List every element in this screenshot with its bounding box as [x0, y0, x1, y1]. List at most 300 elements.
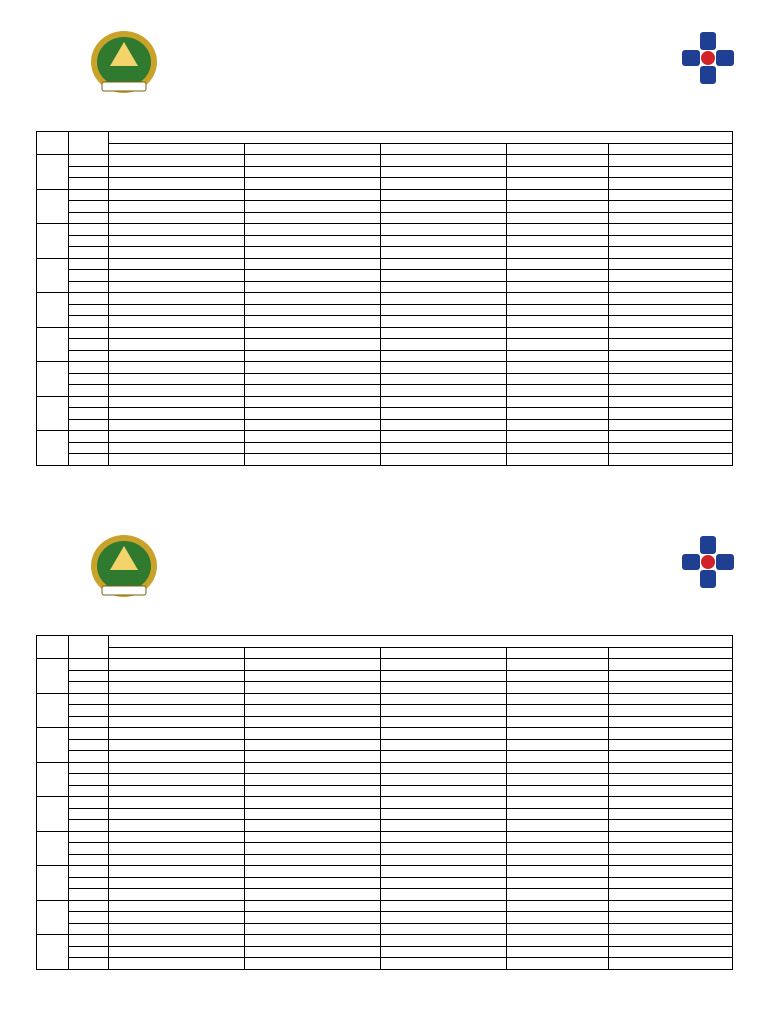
- penyelamat-cell: [381, 900, 507, 912]
- table-row: [37, 946, 733, 958]
- evakuasi-cell: [507, 716, 609, 728]
- pemadam-cell: [245, 178, 381, 190]
- evakuasi-cell: [507, 212, 609, 224]
- shift-cell: [69, 728, 109, 740]
- shift-cell: [69, 659, 109, 671]
- col-header-group: [109, 636, 733, 648]
- table-row: [37, 293, 733, 305]
- pemadam-cell: [245, 235, 381, 247]
- keamanan-cell: [109, 762, 245, 774]
- codeblue-cell: [609, 327, 733, 339]
- date-cell: [37, 935, 69, 970]
- table-row: [37, 843, 733, 855]
- keamanan-cell: [109, 935, 245, 947]
- roster-table: [36, 131, 733, 466]
- codeblue-cell: [609, 900, 733, 912]
- keamanan-cell: [109, 224, 245, 236]
- penyelamat-cell: [381, 454, 507, 466]
- table-row: [37, 751, 733, 763]
- keamanan-cell: [109, 327, 245, 339]
- table-row: [37, 155, 733, 167]
- penyelamat-cell: [381, 224, 507, 236]
- evakuasi-cell: [507, 693, 609, 705]
- pemadam-cell: [245, 900, 381, 912]
- shift-cell: [69, 693, 109, 705]
- penyelamat-cell: [381, 293, 507, 305]
- evakuasi-cell: [507, 912, 609, 924]
- shift-cell: [69, 304, 109, 316]
- pemadam-cell: [245, 843, 381, 855]
- keamanan-cell: [109, 774, 245, 786]
- col-header-evakuasi: [507, 647, 609, 659]
- pemadam-cell: [245, 912, 381, 924]
- codeblue-cell: [609, 774, 733, 786]
- penyelamat-cell: [381, 866, 507, 878]
- pemadam-cell: [245, 408, 381, 420]
- pemadam-cell: [245, 785, 381, 797]
- table-row: [37, 854, 733, 866]
- pemadam-cell: [245, 224, 381, 236]
- pemadam-cell: [245, 854, 381, 866]
- shift-cell: [69, 820, 109, 832]
- pemadam-cell: [245, 304, 381, 316]
- penyelamat-cell: [381, 270, 507, 282]
- penyelamat-cell: [381, 693, 507, 705]
- penyelamat-cell: [381, 258, 507, 270]
- codeblue-cell: [609, 889, 733, 901]
- codeblue-cell: [609, 373, 733, 385]
- pemadam-cell: [245, 281, 381, 293]
- hospital-cross-icon: [680, 534, 736, 590]
- table-row: [37, 739, 733, 751]
- date-cell: [37, 396, 69, 431]
- keamanan-cell: [109, 212, 245, 224]
- shift-cell: [69, 797, 109, 809]
- codeblue-cell: [609, 797, 733, 809]
- evakuasi-cell: [507, 854, 609, 866]
- table-row: [37, 762, 733, 774]
- penyelamat-cell: [381, 854, 507, 866]
- table-row: [37, 912, 733, 924]
- pemadam-cell: [245, 751, 381, 763]
- table-row: [37, 201, 733, 213]
- codeblue-cell: [609, 705, 733, 717]
- table-row: [37, 419, 733, 431]
- codeblue-cell: [609, 670, 733, 682]
- date-cell: [37, 189, 69, 224]
- codeblue-cell: [609, 659, 733, 671]
- codeblue-cell: [609, 339, 733, 351]
- keamanan-cell: [109, 454, 245, 466]
- penyelamat-cell: [381, 339, 507, 351]
- shift-cell: [69, 670, 109, 682]
- pemadam-cell: [245, 373, 381, 385]
- pemadam-cell: [245, 728, 381, 740]
- penyelamat-cell: [381, 716, 507, 728]
- codeblue-cell: [609, 935, 733, 947]
- penyelamat-cell: [381, 281, 507, 293]
- evakuasi-cell: [507, 396, 609, 408]
- date-cell: [37, 293, 69, 328]
- pemadam-cell: [245, 958, 381, 970]
- roster-table: [36, 635, 733, 970]
- table-row: [37, 396, 733, 408]
- col-header-evakuasi: [507, 143, 609, 155]
- table-row: [37, 935, 733, 947]
- table-row: [37, 178, 733, 190]
- evakuasi-cell: [507, 728, 609, 740]
- keamanan-cell: [109, 877, 245, 889]
- keamanan-cell: [109, 385, 245, 397]
- pemadam-cell: [245, 419, 381, 431]
- pemadam-cell: [245, 339, 381, 351]
- evakuasi-cell: [507, 946, 609, 958]
- evakuasi-cell: [507, 166, 609, 178]
- keamanan-cell: [109, 362, 245, 374]
- shift-cell: [69, 900, 109, 912]
- shift-cell: [69, 935, 109, 947]
- pemadam-cell: [245, 293, 381, 305]
- keamanan-cell: [109, 889, 245, 901]
- keamanan-cell: [109, 797, 245, 809]
- evakuasi-cell: [507, 155, 609, 167]
- keamanan-cell: [109, 682, 245, 694]
- keamanan-cell: [109, 235, 245, 247]
- penyelamat-cell: [381, 843, 507, 855]
- shift-cell: [69, 362, 109, 374]
- penyelamat-cell: [381, 442, 507, 454]
- letterhead: [36, 24, 732, 128]
- pemadam-cell: [245, 935, 381, 947]
- codeblue-cell: [609, 442, 733, 454]
- codeblue-cell: [609, 247, 733, 259]
- evakuasi-cell: [507, 900, 609, 912]
- shift-cell: [69, 385, 109, 397]
- evakuasi-cell: [507, 935, 609, 947]
- date-cell: [37, 728, 69, 763]
- table-row: [37, 212, 733, 224]
- table-row: [37, 258, 733, 270]
- keamanan-cell: [109, 808, 245, 820]
- date-cell: [37, 797, 69, 832]
- shift-cell: [69, 923, 109, 935]
- table-row: [37, 797, 733, 809]
- pemadam-cell: [245, 201, 381, 213]
- penyelamat-cell: [381, 739, 507, 751]
- evakuasi-cell: [507, 659, 609, 671]
- codeblue-cell: [609, 946, 733, 958]
- evakuasi-cell: [507, 178, 609, 190]
- col-header-shift: [69, 132, 109, 155]
- evakuasi-cell: [507, 889, 609, 901]
- evakuasi-cell: [507, 866, 609, 878]
- shift-cell: [69, 442, 109, 454]
- table-row: [37, 442, 733, 454]
- codeblue-cell: [609, 385, 733, 397]
- evakuasi-cell: [507, 350, 609, 362]
- keamanan-cell: [109, 442, 245, 454]
- table-row: [37, 889, 733, 901]
- evakuasi-cell: [507, 419, 609, 431]
- pemadam-cell: [245, 270, 381, 282]
- shift-cell: [69, 854, 109, 866]
- evakuasi-cell: [507, 327, 609, 339]
- pemadam-cell: [245, 659, 381, 671]
- shift-cell: [69, 946, 109, 958]
- keamanan-cell: [109, 396, 245, 408]
- evakuasi-cell: [507, 762, 609, 774]
- codeblue-cell: [609, 682, 733, 694]
- pemadam-cell: [245, 716, 381, 728]
- evakuasi-cell: [507, 958, 609, 970]
- penyelamat-cell: [381, 178, 507, 190]
- letterhead: [36, 528, 732, 632]
- keamanan-cell: [109, 820, 245, 832]
- shift-cell: [69, 785, 109, 797]
- keamanan-cell: [109, 166, 245, 178]
- date-cell: [37, 258, 69, 293]
- pemadam-cell: [245, 797, 381, 809]
- penyelamat-cell: [381, 728, 507, 740]
- shift-cell: [69, 316, 109, 328]
- keamanan-cell: [109, 247, 245, 259]
- pemadam-cell: [245, 454, 381, 466]
- table-row: [37, 247, 733, 259]
- penyelamat-cell: [381, 797, 507, 809]
- col-header-tgl: [37, 636, 69, 659]
- codeblue-cell: [609, 258, 733, 270]
- table-row: [37, 408, 733, 420]
- evakuasi-cell: [507, 442, 609, 454]
- codeblue-cell: [609, 178, 733, 190]
- shift-cell: [69, 339, 109, 351]
- table-row: [37, 350, 733, 362]
- evakuasi-cell: [507, 682, 609, 694]
- date-cell: [37, 362, 69, 397]
- penyelamat-cell: [381, 705, 507, 717]
- evakuasi-cell: [507, 385, 609, 397]
- shift-cell: [69, 408, 109, 420]
- date-cell: [37, 327, 69, 362]
- codeblue-cell: [609, 958, 733, 970]
- codeblue-cell: [609, 166, 733, 178]
- evakuasi-cell: [507, 247, 609, 259]
- table-row: [37, 304, 733, 316]
- pemadam-cell: [245, 155, 381, 167]
- keamanan-cell: [109, 912, 245, 924]
- pemadam-cell: [245, 762, 381, 774]
- evakuasi-cell: [507, 831, 609, 843]
- keamanan-cell: [109, 716, 245, 728]
- codeblue-cell: [609, 454, 733, 466]
- shift-cell: [69, 178, 109, 190]
- date-cell: [37, 831, 69, 866]
- penyelamat-cell: [381, 373, 507, 385]
- keamanan-cell: [109, 866, 245, 878]
- shift-cell: [69, 419, 109, 431]
- penyelamat-cell: [381, 362, 507, 374]
- pemadam-cell: [245, 923, 381, 935]
- penyelamat-cell: [381, 958, 507, 970]
- penyelamat-cell: [381, 935, 507, 947]
- table-row: [37, 270, 733, 282]
- evakuasi-cell: [507, 258, 609, 270]
- codeblue-cell: [609, 155, 733, 167]
- penyelamat-cell: [381, 820, 507, 832]
- pemadam-cell: [245, 350, 381, 362]
- shift-cell: [69, 866, 109, 878]
- keamanan-cell: [109, 431, 245, 443]
- table-row: [37, 281, 733, 293]
- shift-cell: [69, 327, 109, 339]
- penyelamat-cell: [381, 212, 507, 224]
- pemadam-cell: [245, 739, 381, 751]
- keamanan-cell: [109, 843, 245, 855]
- penyelamat-cell: [381, 431, 507, 443]
- shift-cell: [69, 235, 109, 247]
- codeblue-cell: [609, 293, 733, 305]
- evakuasi-cell: [507, 774, 609, 786]
- pemadam-cell: [245, 385, 381, 397]
- codeblue-cell: [609, 820, 733, 832]
- table-row: [37, 454, 733, 466]
- pemadam-cell: [245, 682, 381, 694]
- table-row: [37, 316, 733, 328]
- col-header-keamanan: [109, 143, 245, 155]
- roster-body: [37, 155, 733, 466]
- shift-cell: [69, 373, 109, 385]
- evakuasi-cell: [507, 189, 609, 201]
- penyelamat-cell: [381, 327, 507, 339]
- table-row: [37, 339, 733, 351]
- codeblue-cell: [609, 396, 733, 408]
- table-row: [37, 189, 733, 201]
- date-cell: [37, 431, 69, 466]
- shift-cell: [69, 831, 109, 843]
- penyelamat-cell: [381, 889, 507, 901]
- penyelamat-cell: [381, 831, 507, 843]
- shift-cell: [69, 762, 109, 774]
- evakuasi-cell: [507, 373, 609, 385]
- shift-cell: [69, 751, 109, 763]
- evakuasi-cell: [507, 751, 609, 763]
- col-header-codeblue: [609, 647, 733, 659]
- keamanan-cell: [109, 785, 245, 797]
- keamanan-cell: [109, 923, 245, 935]
- shift-cell: [69, 201, 109, 213]
- evakuasi-cell: [507, 454, 609, 466]
- pemadam-cell: [245, 327, 381, 339]
- codeblue-cell: [609, 362, 733, 374]
- col-header-group: [109, 132, 733, 144]
- keamanan-cell: [109, 373, 245, 385]
- col-header-keamanan: [109, 647, 245, 659]
- codeblue-cell: [609, 235, 733, 247]
- table-row: [37, 820, 733, 832]
- pemadam-cell: [245, 316, 381, 328]
- penyelamat-cell: [381, 670, 507, 682]
- codeblue-cell: [609, 751, 733, 763]
- table-row: [37, 705, 733, 717]
- shift-cell: [69, 155, 109, 167]
- shift-cell: [69, 281, 109, 293]
- penyelamat-cell: [381, 877, 507, 889]
- evakuasi-cell: [507, 270, 609, 282]
- provincial-emblem-icon: [88, 28, 160, 96]
- table-row: [37, 785, 733, 797]
- shift-cell: [69, 889, 109, 901]
- table-row: [37, 693, 733, 705]
- keamanan-cell: [109, 854, 245, 866]
- table-row: [37, 728, 733, 740]
- shift-cell: [69, 350, 109, 362]
- codeblue-cell: [609, 877, 733, 889]
- penyelamat-cell: [381, 659, 507, 671]
- codeblue-cell: [609, 854, 733, 866]
- shift-cell: [69, 877, 109, 889]
- shift-cell: [69, 912, 109, 924]
- codeblue-cell: [609, 419, 733, 431]
- shift-cell: [69, 716, 109, 728]
- table-row: [37, 923, 733, 935]
- table-row: [37, 877, 733, 889]
- pemadam-cell: [245, 946, 381, 958]
- codeblue-cell: [609, 431, 733, 443]
- codeblue-cell: [609, 189, 733, 201]
- date-cell: [37, 900, 69, 935]
- evakuasi-cell: [507, 923, 609, 935]
- pemadam-cell: [245, 774, 381, 786]
- date-cell: [37, 224, 69, 259]
- shift-cell: [69, 739, 109, 751]
- keamanan-cell: [109, 831, 245, 843]
- pemadam-cell: [245, 877, 381, 889]
- keamanan-cell: [109, 739, 245, 751]
- codeblue-cell: [609, 350, 733, 362]
- pemadam-cell: [245, 866, 381, 878]
- codeblue-cell: [609, 693, 733, 705]
- keamanan-cell: [109, 178, 245, 190]
- keamanan-cell: [109, 659, 245, 671]
- pemadam-cell: [245, 258, 381, 270]
- penyelamat-cell: [381, 316, 507, 328]
- keamanan-cell: [109, 693, 245, 705]
- col-header-penyelamat: [381, 647, 507, 659]
- evakuasi-cell: [507, 408, 609, 420]
- keamanan-cell: [109, 728, 245, 740]
- table-row: [37, 224, 733, 236]
- pemadam-cell: [245, 670, 381, 682]
- penyelamat-cell: [381, 419, 507, 431]
- keamanan-cell: [109, 900, 245, 912]
- pemadam-cell: [245, 396, 381, 408]
- keamanan-cell: [109, 258, 245, 270]
- penyelamat-cell: [381, 155, 507, 167]
- pemadam-cell: [245, 166, 381, 178]
- evakuasi-cell: [507, 201, 609, 213]
- penyelamat-cell: [381, 247, 507, 259]
- codeblue-cell: [609, 923, 733, 935]
- codeblue-cell: [609, 304, 733, 316]
- roster-sheet-2: [36, 528, 732, 970]
- codeblue-cell: [609, 739, 733, 751]
- pemadam-cell: [245, 820, 381, 832]
- roster-body: [37, 659, 733, 970]
- penyelamat-cell: [381, 774, 507, 786]
- penyelamat-cell: [381, 946, 507, 958]
- keamanan-cell: [109, 958, 245, 970]
- penyelamat-cell: [381, 304, 507, 316]
